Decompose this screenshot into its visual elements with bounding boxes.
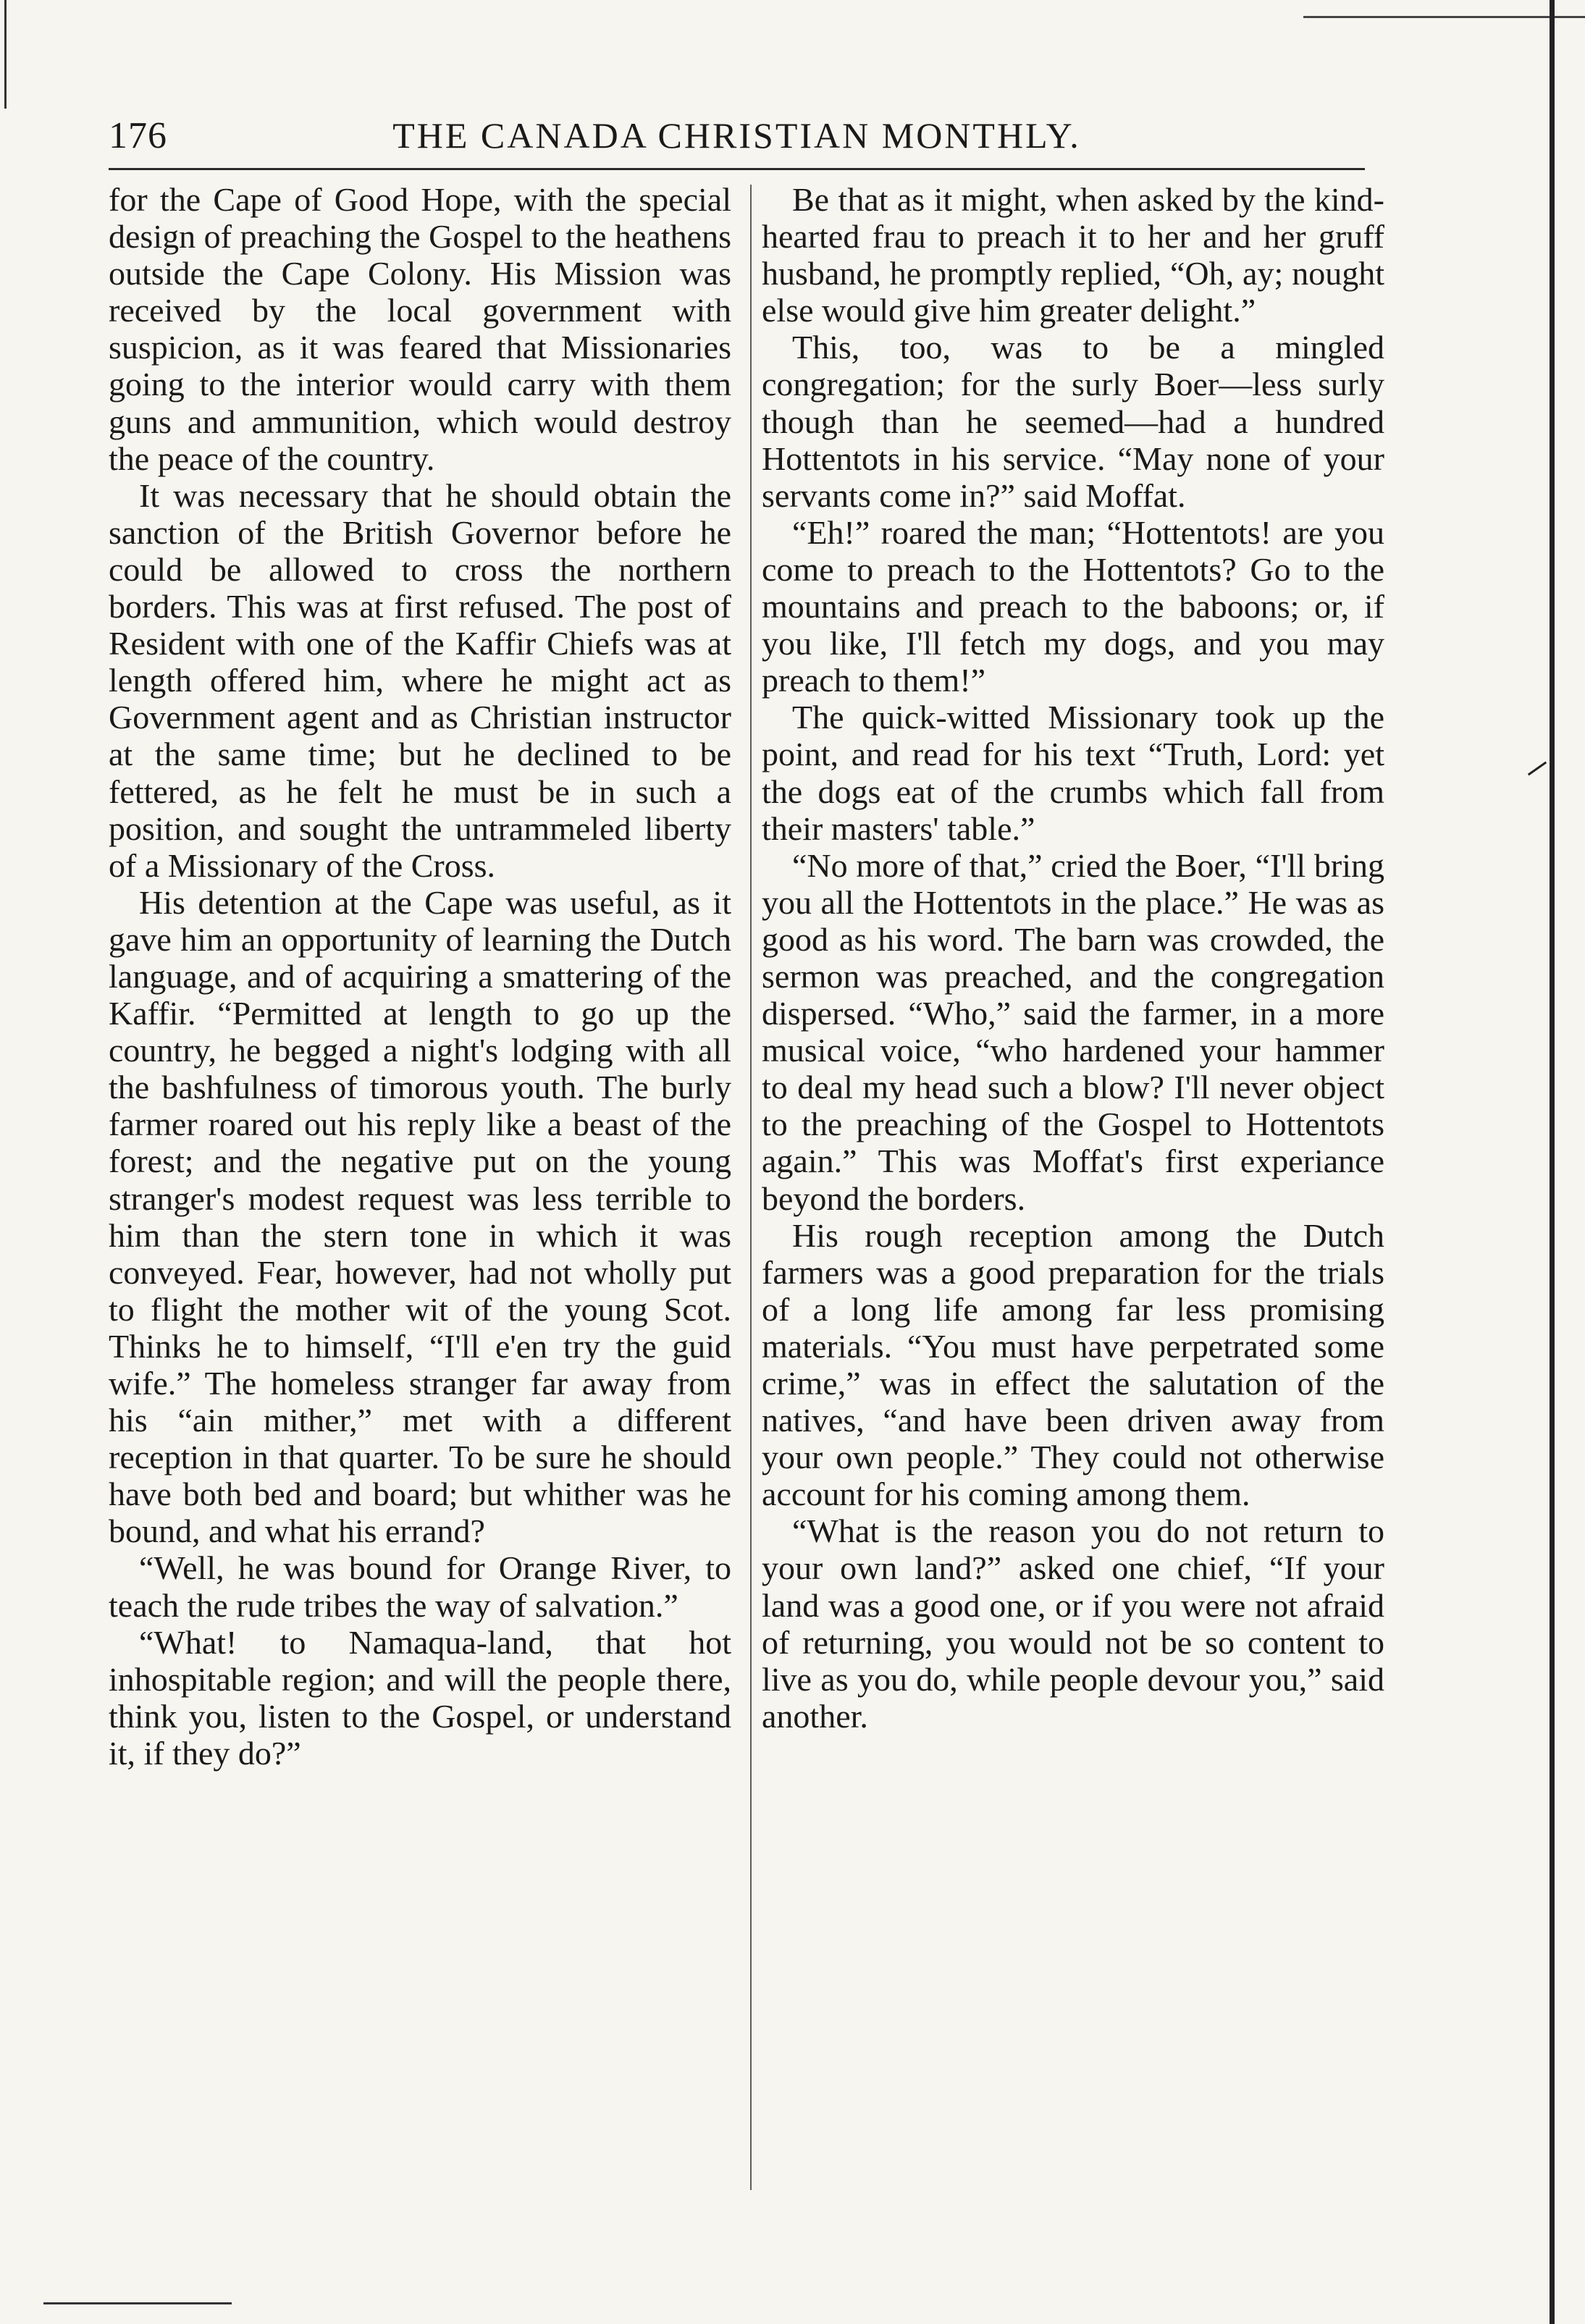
right-column [762,181,1384,1735]
page-header [109,109,1365,167]
margin-tick-mark [1528,762,1547,776]
paragraph: “What! to Namaqua-land, that hot inhospitable region; and will the people there, think you, listen to the Gospel, or understand it, if they do?” [109,1623,731,1772]
paragraph: Be that as it might, when asked by the kind-hearted frau to preach it to her and her gruff husband, he promptly replied, “Oh, ay; nought else would give him greater delight.” [762,181,1384,329]
column-divider [750,185,752,2190]
page-number: 176 [109,115,167,156]
paragraph: “Eh!” roared the man; “Hottentots! are you come to preach to the Hottentots? Go to the mountains and preach to the baboons; or, if you like, I'll fetch my dogs, and you may preach to them!” [762,513,1384,699]
binding-edge-line [1550,0,1555,2324]
running-title: THE CANADA CHRISTIAN MONTHLY. [392,115,1081,156]
bottom-edge-rule [43,2302,232,2304]
page-edge-line [4,0,7,109]
paragraph: It was necessary that he should obtain the sanction of the British Governor before he could be allowed to cross the northern borders. This was at first refused. The post of Resident with one of the Kaffir Chiefs was at length offered him, where he might act as Government agent and as Christian instructor at the same time; but he declined to be fettered, as he felt he must be in such a position, and sought the untrammeled liberty of a Missionary of the Cross. [109,476,731,884]
paragraph: “No more of that,” cried the Boer, “I'll bring you all the Hottentots in the place.” He was as good as his word. The barn was crowded, the sermon was preached, and the congregation dispersed. “Who,” said the farmer, in a more musical voice, “who hardened your hammer to deal my head such a blow? I'll never object to the preaching of the Gospel to Hottentots again.” This was Moffat's first experiance beyond the borders. [762,846,1384,1217]
paragraph: for the Cape of Good Hope, with the special design of preaching the Gospel to the heathens outside the Cape Colony. His Mission was received by the local government with suspicion, as it was feared that Missionaries going to the interior would carry with them guns and ammunition, which would destroy the peace of the country. [109,181,731,477]
paragraph: “Well, he was bound for Orange River, to teach the rude tribes the way of salvation.” [109,1549,731,1624]
paragraph: The quick-witted Missionary took up the point, and read for his text “Truth, Lord: yet the dogs eat of the crumbs which fall from their masters' table.” [762,699,1384,847]
paragraph: His rough reception among the Dutch farmers was a good preparation for the trials of a long life among far less promising materials. “You must have perpetrated some crime,” was in effect the salutation of the natives, “and have been driven away from your own people.” They could not otherwise account for his coming among them. [762,1216,1384,1513]
paragraph: “What is the reason you do not return to your own land?” asked one chief, “If your land was a good one, or if you were not afraid of returning, you would not be so content to live as you do, while people devour you,” said another. [762,1512,1384,1735]
top-edge-rule [1303,16,1585,18]
header-rule [109,168,1365,170]
left-column [109,181,731,1772]
paragraph: His detention at the Cape was useful, as it gave him an opportunity of learning the Dutch language, and of acquiring a smattering of the Kaffir. “Permitted at length to go up the country, he begged a night's lodging with all the bashfulness of timorous youth. The burly farmer roared out his reply like a beast of the forest; and the negative put on the young stranger's modest request was less terrible to him than the stern tone in which it was conveyed. Fear, however, had not wholly put to flight the mother wit of the young Scot. Thinks he to himself, “I'll e'en try the guid wife.” The homeless stranger far away from his “ain mither,” met with a different reception in that quarter. To be sure he should have both bed and board; but whither was he bound, and what his errand? [109,883,731,1550]
paragraph: This, too, was to be a mingled congregation; for the surly Boer—less surly though than he seemed—had a hundred Hottentots in his service. “May none of your servants come in?” said Moffat. [762,329,1384,514]
